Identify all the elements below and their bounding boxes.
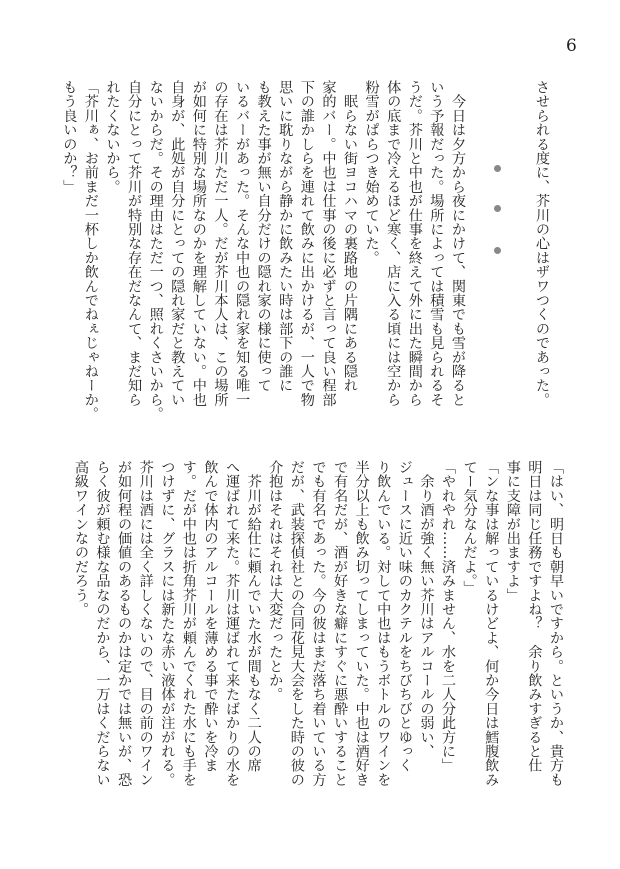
lower-text-block (69, 460, 566, 787)
upper-text-block (58, 80, 468, 421)
text-line: 高級ワインなのだろう。 (72, 460, 89, 617)
text-line: もう良いのか？」 (61, 80, 78, 194)
page-number: 6 (566, 36, 577, 56)
scene-break-dot (494, 247, 501, 254)
text-line: の存在は芥川ただ一人。だが芥川本人は、この場所 (212, 80, 229, 407)
text-line: 粉雪がぱらつき始めていた。 (363, 80, 380, 265)
text-line: 事に支障が出ますよ」 (504, 460, 521, 602)
text-line: 芥川は酒には全く詳しくないので、目の前のワイン (137, 460, 154, 787)
text-line: 眠らない街ヨコハマの裏路地の片隅にある隠れ (342, 80, 359, 393)
text-line: 自分にとって芥川が特別な存在だなんて、まだ知ら (126, 80, 143, 407)
text-line: り飲んでいる。対して中也はもうボトルのワインを (375, 460, 392, 787)
text-line: れたくないから。 (104, 80, 121, 194)
text-line: が如何程の価値のあるものかは定かでは無いが、恐 (116, 460, 133, 787)
text-line: 今日は夕方から夜にかけて、関東でも雪が降ると (450, 80, 466, 407)
text-line: 「ンな事は解っているけどよ、何か今日は鱈腹飲み (483, 460, 500, 787)
text-line: 下の誰かしらを連れて飲みに出かけるが、一人で物 (298, 80, 315, 407)
text-line: だが、武装探偵社との合同花見大会をした時の彼の (288, 460, 305, 787)
text-line: 「やれやれ……済みません、水を二人分此方に」 (440, 460, 457, 773)
text-line: す。だが中也は折角芥川が頼んでくれた水にも手を (180, 460, 197, 787)
text-line: ないからだ。その理由はただ一つ、照れくさいから。 (147, 80, 164, 421)
text-line: 介抱はそれはそれは大変だったとか。 (267, 460, 284, 702)
text-line: 飲んで体内のアルコールを薄める事で酔いを冷ま (202, 460, 219, 773)
text-line: 半分以上も飲み切ってしまっていた。中也は酒好き (353, 460, 370, 787)
text-line: つけずに、グラスには新たな赤い液体が注がれる。 (159, 460, 176, 787)
text-line: 明日は同じ任務ですよね？ 余り飲みすぎると仕 (526, 460, 543, 773)
text-line: 余り酒が強く無い芥川はアルコールの弱い、 (418, 460, 435, 759)
text-line: が如何に特別な場所なのかを理解していない。中也 (190, 80, 207, 407)
text-line: させられる度に、芥川の心はザワつくのであった。 (534, 80, 550, 407)
text-line: も教えた事が無い自分だけの隠れ家の様に使って (255, 80, 272, 393)
text-line: 思いに耽りながら静かに飲みたい時は部下の誰に (277, 80, 294, 393)
text-line: いるバーがあった。そんな中也の隠れ家を知る唯一 (234, 80, 251, 407)
text-line: らく彼が頼む様な品なのだから、一万はくだらない (94, 460, 111, 787)
text-line: でも有名であった。今の彼はまだ落ち着いている方 (310, 460, 327, 787)
scene-break-dot (494, 205, 501, 212)
upper-text-continuation (530, 80, 552, 407)
text-line: 体の底まで冷えるほど寒く、店に入る頃には空から (385, 80, 402, 407)
text-line: 「はい、明日も朝早いですから。というか、貴方も (548, 460, 564, 787)
text-line: てー気分なんだよ。」 (461, 460, 478, 595)
text-line: 「芥川ぁ、お前まだ一杯しか飲んでねぇじゃねーか。 (82, 80, 99, 421)
text-line: いう予報だった。場所によっては積雪も見られるそ (428, 80, 445, 407)
text-line: 自身が、此処が自分にとっての隠れ家だと教えてい (169, 80, 186, 407)
scene-break-dot (494, 165, 501, 172)
text-line: で有名だが、酒が好きな癖にすぐに悪酔いすること (332, 460, 349, 787)
text-line: へ運ばれて来た。芥川は運ばれて来たばかりの水を (224, 460, 241, 787)
text-line: 芥川が給仕に頼んでいた水が間もなく二人の席 (245, 460, 262, 773)
text-line: ジュースに近い味のカクテルをちびちびとゆっく (396, 460, 413, 773)
text-line: うだ。芥川と中也が仕事を終えて外に出た瞬間から (406, 80, 423, 407)
text-line: 家的バー。中也は仕事の後に必ずと言って良い程部 (320, 80, 337, 407)
